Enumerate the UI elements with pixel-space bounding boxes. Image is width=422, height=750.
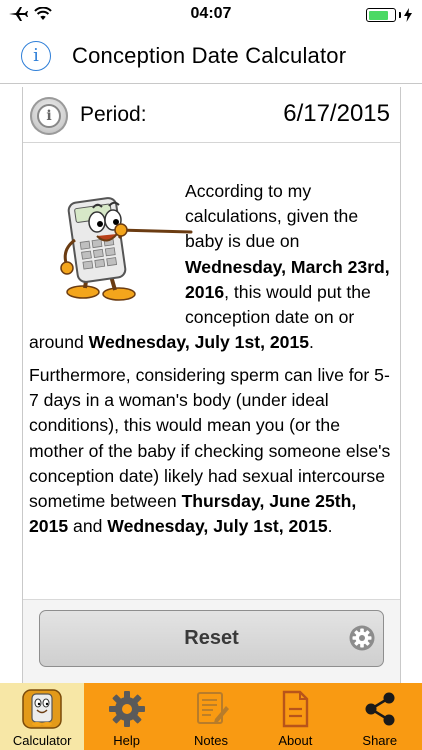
info-icon: i	[33, 45, 39, 66]
gear-icon	[107, 689, 147, 729]
battery-icon	[366, 8, 396, 22]
period-row[interactable]	[23, 87, 400, 143]
page-title: Conception Date Calculator	[72, 43, 347, 68]
status-time: 04:07	[190, 5, 232, 22]
reset-button[interactable]	[39, 610, 384, 667]
calculator-mascot-icon	[22, 689, 62, 729]
tab-about[interactable]	[253, 683, 337, 750]
tab-notes[interactable]	[169, 683, 253, 750]
info-button[interactable]	[21, 41, 51, 71]
result-paragraph-2: Furthermore, considering sperm can live for 5-7 days in a woman's body (under ideal conditions), this would mean you (or the mother of the baby if checking someone else's conception date) likely had sexual intercourse sometime between Thursday, June 25th, 2015 and Wednesday, July 1st, 2015.	[29, 365, 391, 537]
charging-icon	[404, 8, 412, 22]
intercourse-end-date: Wednesday, July 1st, 2015	[107, 516, 328, 537]
tab-about-label: About	[278, 733, 313, 748]
navigation-bar	[0, 30, 422, 84]
tab-share-label: Share	[362, 733, 398, 748]
reset-area	[23, 599, 400, 687]
tab-help[interactable]	[84, 683, 168, 750]
tab-share[interactable]	[338, 683, 422, 750]
document-icon	[275, 689, 315, 729]
period-value[interactable]: 6/17/2015	[283, 100, 390, 127]
notes-icon	[191, 689, 231, 729]
share-icon	[360, 689, 400, 729]
result-card	[22, 87, 401, 687]
status-bar	[0, 0, 422, 30]
gear-icon[interactable]	[349, 625, 375, 651]
tab-calculator-label: Calculator	[12, 733, 72, 748]
period-label: Period:	[80, 103, 147, 126]
intercourse-start-date: Thursday, June 25th, 2015	[29, 491, 357, 537]
reset-button-label: Reset	[184, 627, 239, 649]
tab-calculator[interactable]	[0, 683, 84, 750]
tab-help-label: Help	[113, 733, 140, 748]
tab-notes-label: Notes	[193, 733, 228, 748]
tab-bar	[0, 683, 422, 750]
period-info-icon[interactable]: i	[30, 97, 68, 135]
conception-date: Wednesday, July 1st, 2015	[88, 332, 310, 353]
result-paragraph-1: According to my calculations, given the baby is due on Wednesday, March 23rd, 2016, this would put the conception date on or around Wednesday, July 1st, 2015.	[29, 181, 390, 353]
due-date: Wednesday, March 23rd, 2016	[185, 256, 390, 302]
